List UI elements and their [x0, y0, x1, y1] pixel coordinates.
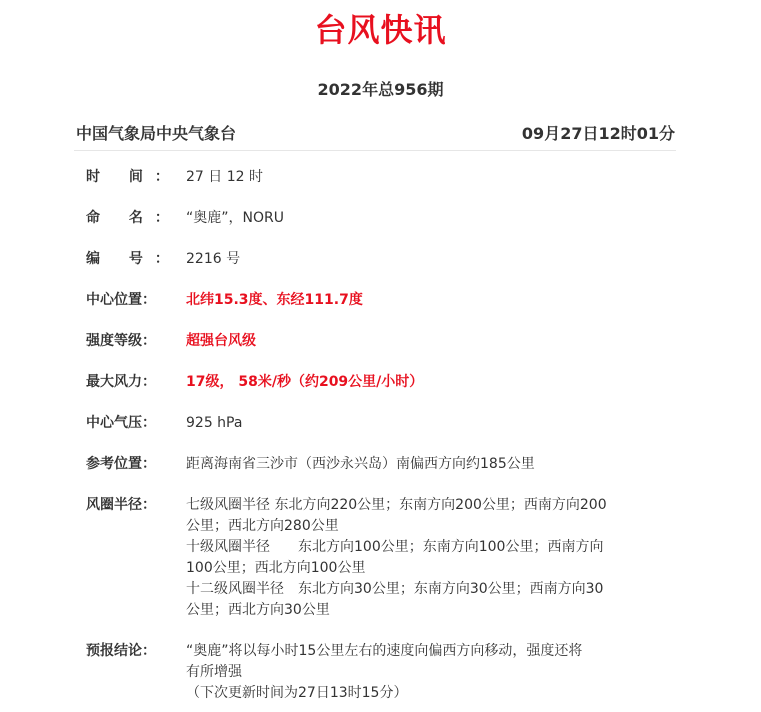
issue-number: 2022年总956期: [317, 80, 444, 99]
field-reference-label: 参考位置：: [86, 456, 156, 472]
field-number-value: 2216 号: [186, 251, 241, 267]
field-intensity-value: 超强台风级: [186, 333, 256, 349]
field-reference-value: 距离海南省三沙市（西沙永兴岛）南偏西方向约185公里: [186, 456, 535, 472]
field-name-label: 命 名：: [86, 210, 181, 226]
wind-radius-line: 100公里；西北方向100公里: [186, 560, 366, 576]
forecast-line: 有所增强: [186, 664, 242, 680]
wind-radius-line: 公里；西北方向30公里: [186, 602, 330, 618]
field-max-wind-label: 最大风力：: [86, 374, 156, 390]
field-pressure-label: 中心气压：: [86, 415, 156, 431]
field-time-label: 时 间：: [86, 169, 181, 185]
publish-datetime: 09月27日12时01分: [521, 124, 675, 143]
field-wind-radius-label: 风圈半径：: [86, 497, 156, 513]
wind-radius-line: 公里；西北方向280公里: [186, 518, 339, 534]
field-center-value: 北纬15.3度、东经111.7度: [186, 292, 363, 308]
wind-radius-line: 十二级风圈半径 东北方向30公里；东南方向30公里；西南方向30: [186, 581, 604, 597]
field-name-value: “奥鹿”，NORU: [186, 210, 284, 226]
field-number-label: 编 号：: [86, 251, 181, 267]
field-pressure-value: 925 hPa: [186, 415, 243, 431]
field-intensity-label: 强度等级：: [86, 333, 156, 349]
field-time-value: 27 日 12 时: [186, 169, 263, 185]
agency-name: 中国气象局中央气象台: [76, 124, 237, 143]
field-forecast-label: 预报结论：: [86, 643, 156, 659]
field-max-wind-value: 17级， 58米/秒（约209公里/小时）: [186, 374, 424, 390]
forecast-line: “奥鹿”将以每小时15公里左右的速度向偏西方向移动，强度还将: [186, 643, 583, 659]
field-forecast-value: [186, 641, 666, 704]
field-wind-radius-value: [186, 495, 666, 621]
wind-radius-line: 十级风圈半径 东北方向100公里；东南方向100公里；西南方向: [186, 539, 604, 555]
page-title: 台风快讯: [314, 11, 447, 49]
header-divider: [74, 150, 676, 151]
wind-radius-line: 七级风圈半径 东北方向220公里；东南方向200公里；西南方向200: [186, 497, 607, 513]
field-center-label: 中心位置：: [86, 292, 156, 308]
forecast-line: （下次更新时间为27日13时15分）: [186, 685, 408, 701]
